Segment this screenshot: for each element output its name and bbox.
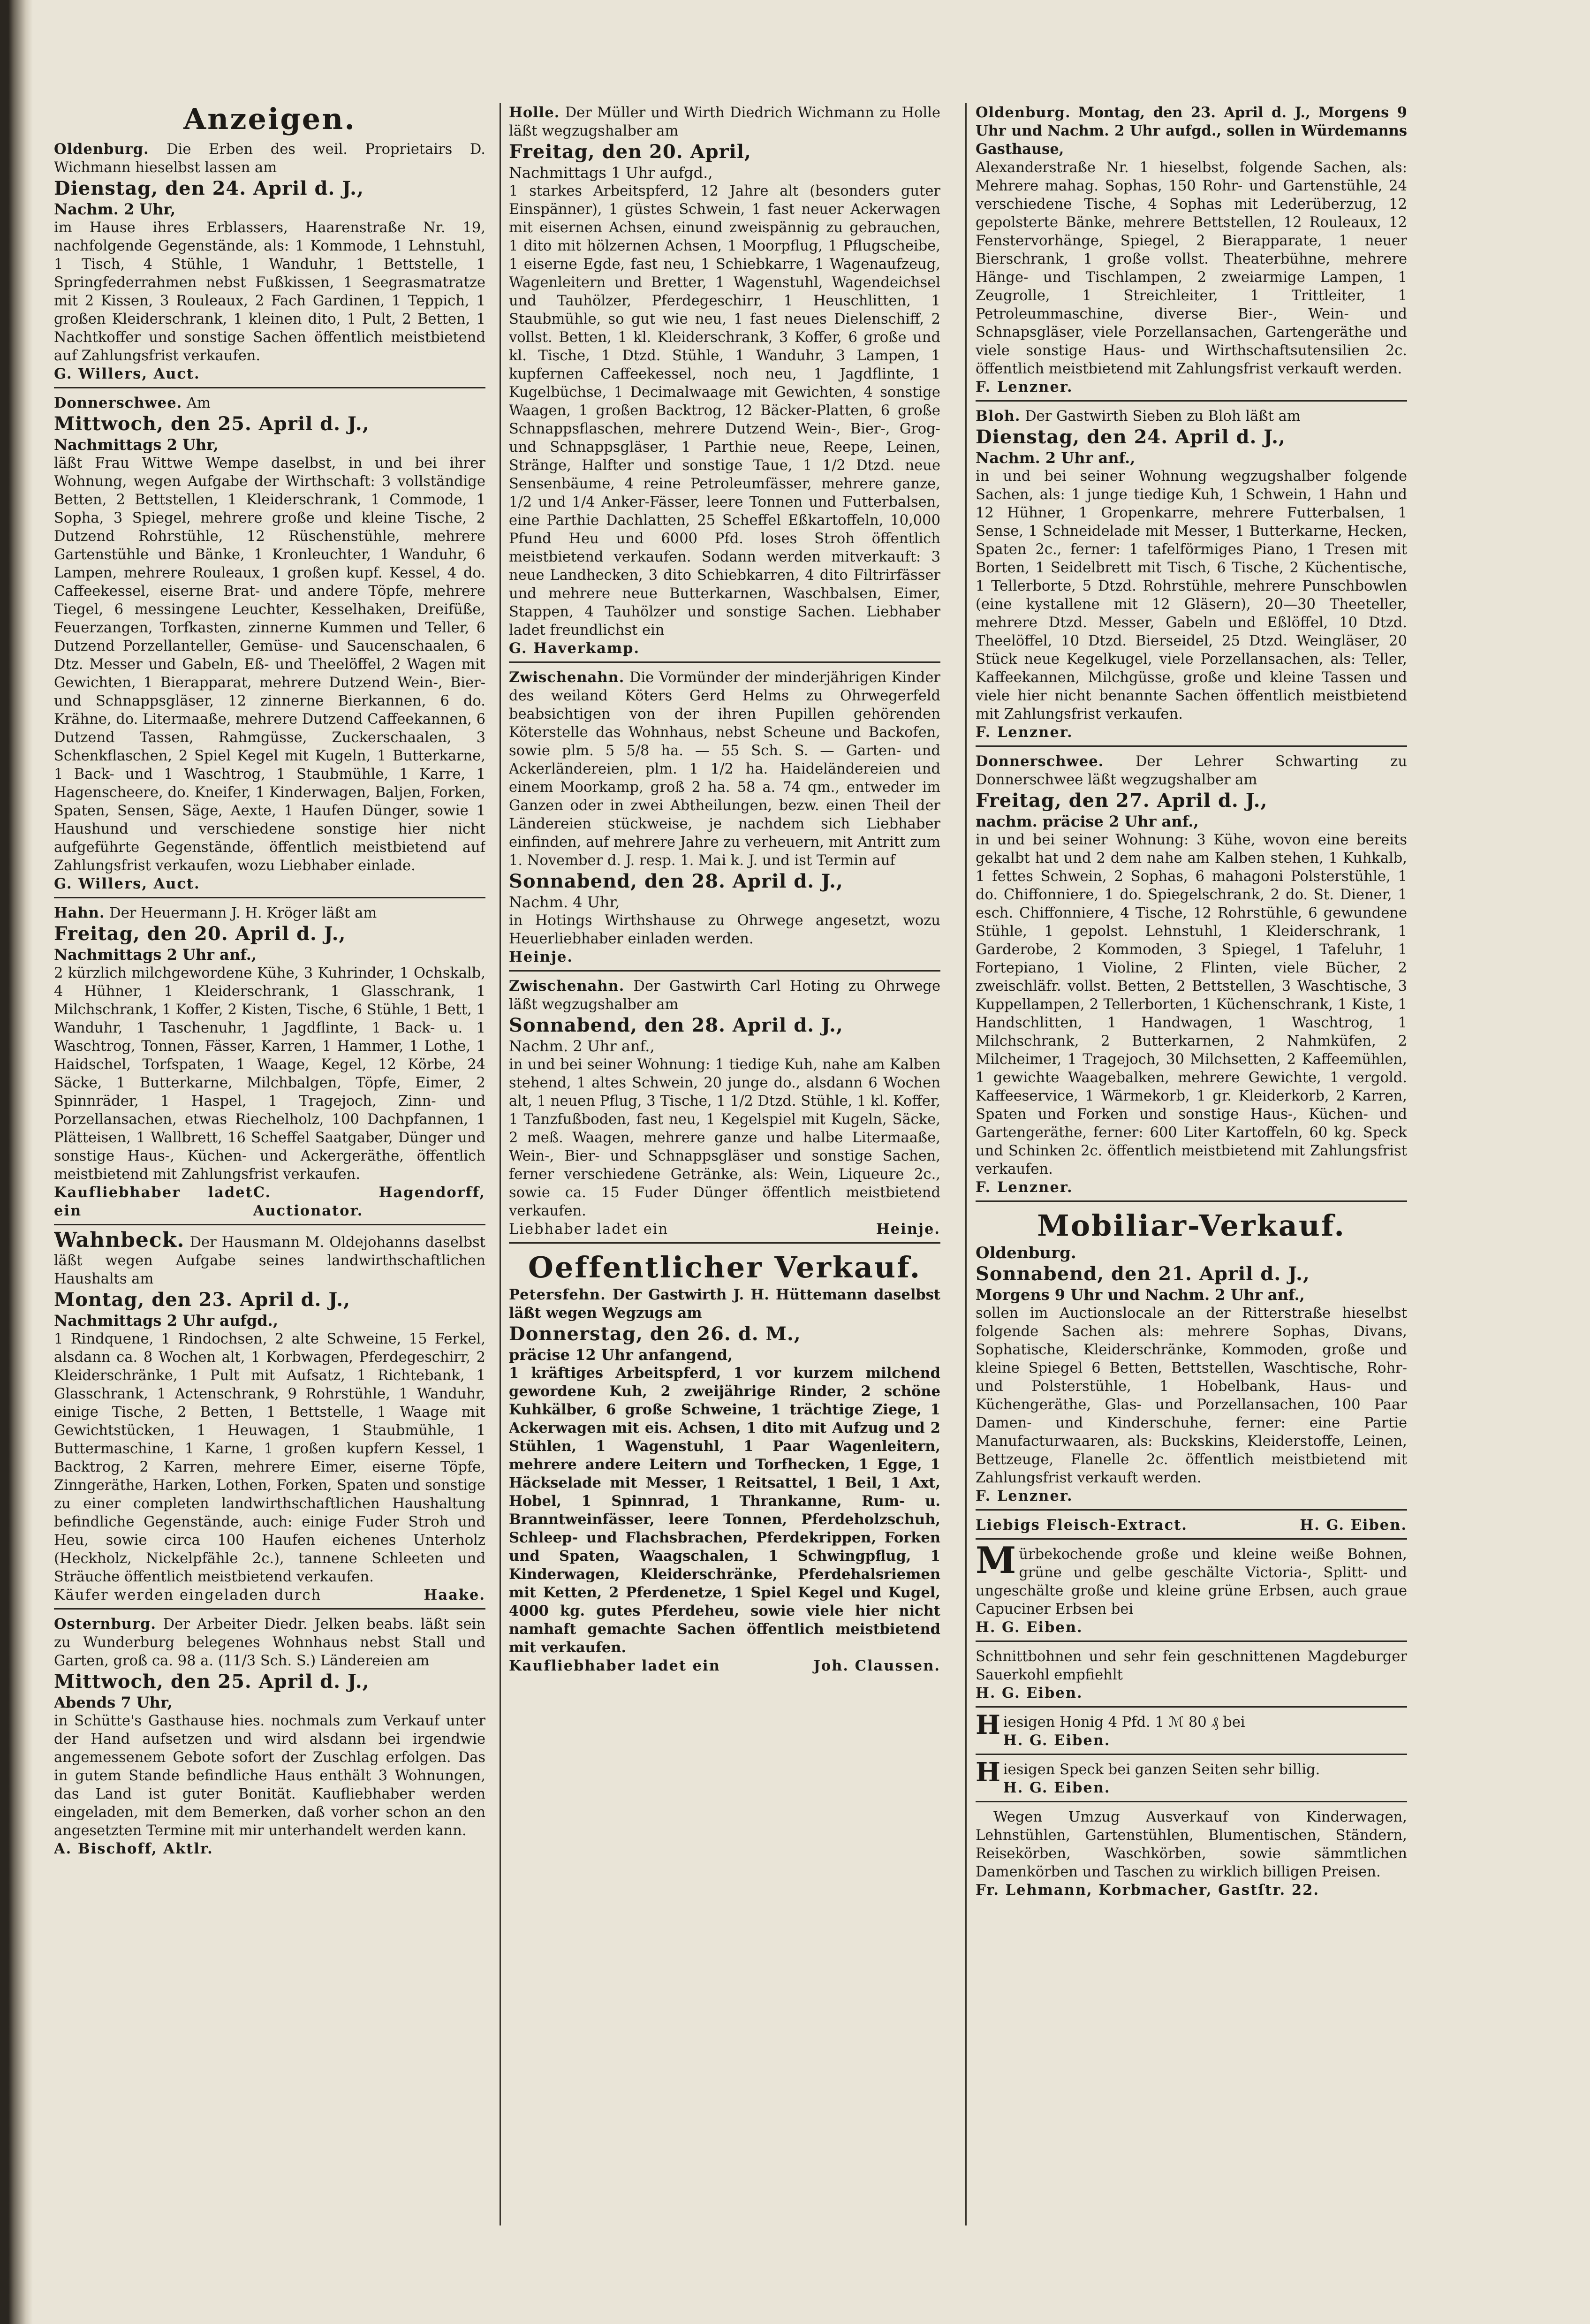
ad-date: Sonnabend, den 28. April d. J., bbox=[509, 870, 843, 892]
ad-body: Alexanderstraße Nr. 1 hieselbst, folgende Sachen, als: Mehrere mahag. Sophas, 150 Rohr- und Gartenstühle, 24 verschiedene Tische, 4 Sophas mit Lederüberzug, 12 gepolsterte Bänke, mehrere Bettstellen, 12 Rouleaux, 12 Fenstervorhänge, Spiegel, 2 Bierapparate, 1 neuer Bierschrank, 1 große vollst. Theaterbühne, mehrere Hänge- und Tischlampen, 2 zweiarmige Lampen, 1 Zeugrolle, 1 Streichleiter, 1 Trittleiter, 1 Petroleummaschine, diverse Bier-, Wein- und Schnapsgläser, viele Porzellansachen, Gartengeräthe und viele sonstige Haus- und Wirthschaftsutensilien 2c. öffentlich meistbietend mit Zahlungsfrist verkauft werden. bbox=[976, 159, 1407, 377]
ad-body: iesigen Honig 4 Pfd. 1 ℳ 80 ₰ bei bbox=[1003, 1714, 1245, 1731]
ad-invitation: Kaufliebhaber ladet ein bbox=[54, 1184, 253, 1219]
ad-intro: Der Arbeiter Diedr. Jelken beabs. läßt sein zu Wunderburg belegenes Wohnhaus nebst Stall und Garten, groß ca. 98 a. (11/3 Sch. S.) Ländereien am bbox=[54, 1616, 485, 1669]
ad-signature: G. Haverkamp. bbox=[509, 640, 640, 657]
ad-signature: C. Hagendorff, Auctionator. bbox=[253, 1184, 485, 1219]
ad-drop-initial: M bbox=[976, 1539, 1016, 1582]
column-1 bbox=[54, 101, 485, 2230]
ad-date: Sonnabend, den 21. April d. J., bbox=[976, 1263, 1310, 1285]
ad-date: Donnerstag, den 26. d. M., bbox=[509, 1323, 801, 1345]
ad-signature: A. Bischoff, Aktlr. bbox=[54, 1840, 213, 1857]
advertisement bbox=[976, 1513, 1407, 1540]
ad-date: Freitag, den 20. April d. J., bbox=[54, 923, 346, 945]
ad-intro: Der Gastwirth Sieben zu Bloh läßt am bbox=[1025, 408, 1301, 425]
advertisement bbox=[976, 1645, 1407, 1708]
ad-signature: F. Lenzner. bbox=[976, 1488, 1073, 1504]
ad-drop-initial: H bbox=[976, 1709, 1000, 1740]
ad-invitation: Kaufliebhaber ladet ein bbox=[509, 1657, 720, 1674]
ad-time: Nachmittags 2 Uhr anf., bbox=[54, 946, 257, 964]
ad-drop-initial: H bbox=[976, 1757, 1000, 1788]
ad-body: sollen im Auctionslocale an der Ritterstraße hieselbst folgende Sachen als: mehrere Sophas, Divans, Sophatische, Kleiderschränke, Kommoden, große und kleine Spiegel 6 Betten, Bettstellen, Waschtische, Rohr- und Polsterstühle, 1 Hobelbank, Haus- und Küchengeräthe, Glas- und Porzellansachen, 100 Paar Damen- und Kinderschuhe, ferner: eine Partie Manufacturwaaren, als: Buckskins, Kleiderstoffe, Leinen, Bettzeuge, Flanelle 2c. öffentlich meistbietend mit Zahlungsfrist verkauft werden. bbox=[976, 1305, 1407, 1486]
ad-place: Petersfehn. bbox=[509, 1286, 606, 1303]
ad-date: Sonnabend, den 28. April d. J., bbox=[509, 1014, 843, 1036]
ad-place: Zwischenahn. bbox=[509, 669, 625, 686]
advertisement bbox=[54, 391, 485, 898]
ad-date: Mittwoch, den 25. April d. J., bbox=[54, 413, 370, 435]
ad-body: in Hotings Wirthshause zu Ohrwege angesetzt, wozu Heuerliebhaber einladen werden. bbox=[509, 912, 940, 947]
advertisement bbox=[54, 901, 485, 1225]
ad-signature: F. Lenzner. bbox=[976, 379, 1073, 395]
ad-intro: Montag, den 23. April d. J., Morgens 9 Uhr und Nachm. 2 Uhr aufgd., sollen in Würdemanns Gasthause, bbox=[976, 104, 1407, 158]
ad-intro: Der Gastwirth Carl Hoting zu Ohrwege läßt wegzugshalber am bbox=[509, 978, 940, 1013]
ad-invitation: Käufer werden eingeladen durch bbox=[54, 1587, 322, 1603]
ad-intro: Die Erben des weil. Proprietairs D. Wichmann hieselbst lassen am bbox=[54, 141, 485, 176]
ad-body: 1 Rindquene, 1 Rindochsen, 2 alte Schweine, 15 Ferkel, alsdann ca. 8 Wochen alt, 1 Korbwagen, Pferdegeschirr, 2 Kleiderschränke, 1 Pult mit Aufsatz, 1 Richtebank, 1 Glasschrank, 1 Actenschrank, 9 Rohrstühle, 1 Wanduhr, einige Tische, 2 Betten, 1 Bettstelle, 1 Waage mit Gewichtstücken, 1 Heuwagen, 1 Staubmühle, 1 Buttermaschine, 1 Karne, 1 großen kupfern Kessel, 1 Backtrog, 2 Karren, mehrere Eimer, eiserne Töpfe, Zinngeräthe, Harken, Lothen, Forken, Spaten und sonstige zu einer completen landwirthschaftlichen Haushaltung befindliche Gegenstände, auch: einige Fuder Stroh und Heu, sowie circa 100 Haufen eichenes Unterholz (Heckholz, Nickelpfähle 2c.), tannene Schleeten und Sträuche öffentlich meistbietend verkaufen. bbox=[54, 1331, 485, 1585]
ad-intro: Die Vormünder der minderjährigen Kinder des weiland Köters Gerd Helms zu Ohrwegerfeld beabsichtigen von der ihren Pupillen gehörenden Köterstelle das Wohnhaus, nebst Scheune und Backofen, sowie plm. 5 5/8 ha. — 55 Sch. S. — Garten- und Ackerländereien, plm. 1 1/2 ha. Haideländereien und einem Moorkamp, groß 2 ha. 58 a. 74 qm., entweder im Ganzen oder in zwei Abtheilungen, bezw. einen Theil der Ländereien stückweise, je nachdem sich Liebhaber einfinden, auf mehrere Jahre zu verheuern, mit Antritt zum 1. November d. J. resp. 1. Mai k. J. und ist Termin auf bbox=[509, 669, 940, 869]
ad-intro: Am bbox=[186, 395, 211, 411]
ad-time: Nachmittags 2 Uhr, bbox=[54, 436, 219, 454]
ad-signature: H. G. Eiben. bbox=[1003, 1779, 1111, 1796]
column-divider bbox=[500, 103, 501, 2225]
ad-body: 1 starkes Arbeitspferd, 12 Jahre alt (besonders guter Einspänner), 1 güstes Schwein, 1 fast neuer Ackerwagen mit eisernen Achsen, einund zweispännig zu gebrauchen, 1 dito mit hölzernen Achsen, 1 Moorpflug, 1 Pflugscheibe, 1 eiserne Egde, fast neu, 1 Schiebkarre, 1 Wagenaufzeug, Wagenleitern und Bretter, 1 Wagenstuhl, Wagendeichsel und Tauhölzer, Pferdegeschirr, 1 Heuschlitten, 1 Staubmühle, so gut wie neu, 1 fast neues Dielenschiff, 2 vollst. Betten, 1 kl. Kleiderschrank, 3 Koffer, 6 große und kl. Tische, 1 Dtzd. Stühle, 1 Wanduhr, 3 Lampen, 1 kupfernen Caffeekessel, noch neu, 1 Jagdflinte, 1 Kugelbüchse, 1 Decimalwaage mit Gewichten, 4 sonstige Waagen, 1 großen Backtrog, 12 Bäcker-Platten, 6 große Schnappsflaschen, mehrere Dutzend Wein-, Bier-, Grog- und Schnappsgläser, 1 Parthie neue, Reepe, Leinen, Stränge, Halfter und sonstige Taue, 1 1/2 Dtzd. neue Sensenbäume, 4 reine Petroleumfässer, mehrere ganze, 1/2 und 1/4 Anker-Fässer, leere Tonnen und Futterbalsen, eine Parthie Dachlatten, 25 Scheffel Eßkartoffeln, 10,000 Pfund Heu und 6000 Pfd. loses Stroh öffentlich meistbietend verkaufen. Sodann werden mitverkauft: 3 neue Landhecken, 3 dito Schiebkarren, 4 dito Filtrirfässer und mehrere neue Butterkarnen, Waschbalsen, Eimer, Stappen, 4 Tauhölzer und sonstige Sachen. Liebhaber ladet freundlichst ein bbox=[509, 183, 940, 638]
ad-signature: Fr. Lehmann, Korbmacher, Gastſtr. 22. bbox=[976, 1882, 1319, 1899]
advertisement bbox=[976, 1710, 1407, 1755]
ad-place: Oldenburg. bbox=[976, 1244, 1076, 1262]
ad-time: Nachm. 2 Uhr, bbox=[54, 200, 176, 218]
ad-body: 2 kürzlich milchgewordene Kühe, 3 Kuhrinder, 1 Ochskalb, 4 Hühner, 1 Kleiderschrank, 1 Glasschrank, 1 Milchschrank, 1 Koffer, 2 Kisten, Tische, 6 Stühle, 1 Bett, 1 Wanduhr, 1 Taschenuhr, 1 Jagdflinte, 1 Back- u. 1 Waschtrog, Tonnen, Fässer, Karren, 1 Hammer, 1 Lothe, 1 Haidschel, Torfspaten, 1 Waage, Kegel, 12 Körbe, 24 Säcke, 1 Butterkarne, Milchbalgen, Töpfe, Eimer, 2 Spinnräder, 1 Haspel, 1 Tragejoch, Zinn- und Porzellansachen, etwas Riechelholz, 100 Dachpfannen, 1 Plätteisen, 1 Wallbrett, 16 Scheffel Saatgaber, Dünger und sonstige Haus-, Küchen- und Ackergeräthe, öffentlich meistbietend mit Zahlungsfrist verkaufen. bbox=[54, 965, 485, 1183]
ad-time: Nachmittags 1 Uhr aufgd., bbox=[509, 164, 713, 182]
ad-time: nachm. präcise 2 Uhr anf., bbox=[976, 813, 1199, 830]
ad-time: Nachmittags 2 Uhr aufgd., bbox=[54, 1312, 278, 1329]
ad-title: Liebigs Fleisch-Extract. bbox=[976, 1517, 1188, 1534]
advertisement bbox=[976, 1758, 1407, 1802]
ad-body: iesigen Speck bei ganzen Seiten sehr billig. bbox=[1003, 1762, 1320, 1778]
ad-date: Freitag, den 27. April d. J., bbox=[976, 790, 1268, 812]
ad-body: in und bei seiner Wohnung: 3 Kühe, wovon eine bereits gekalbt hat und 2 dem nahe am Kalben stehen, 1 Kuhkalb, 1 fettes Schwein, 2 Sophas, 6 mahagoni Polsterstühle, 1 do. Chiffonniere, 1 do. Spiegelschrank, 2 do. St. Diener, 1 esch. Chiffonniere, 4 Tische, 12 Rohrstühle, 6 gewundene Stühle, 1 gepolst. Lehnstuhl, 1 Kleiderschrank, 1 Garderobe, 2 Kommoden, 3 Spiegel, 1 Tafeluhr, 1 Fortepiano, 1 Violine, 2 Flinten, viele Bücher, 2 zweischläfr. vollst. Betten, 2 Bettstellen, 3 Waschtische, 3 Kuppellampen, 2 Tellerborten, 1 Küchenschrank, 1 Kiste, 1 Handschlitten, 1 Handwagen, 1 Waschtrog, 1 Milchschrank, 2 Butterkarnen, 2 Nahmküfen, 2 Milcheimer, 1 Tragejoch, 30 Milchsetten, 2 Kaffeemühlen, 1 gewichte Waagebalken, mehrere Gewichte, 1 vergold. Kaffeeservice, 1 Wärmekorb, 1 gr. Kleiderkorb, 2 Karren, Spaten und Forken und sonstige Haus-, Küchen- und Gartengeräthe, ferner: 600 Liter Kartoffeln, 60 kg. Speck und Schinken 2c. öffentlich meistbietend mit Zahlungsfrist verkaufen. bbox=[976, 832, 1407, 1177]
ad-place: Wahnbeck. bbox=[54, 1228, 185, 1252]
advertisement bbox=[509, 666, 940, 972]
ad-time: Nachm. 2 Uhr anf., bbox=[509, 1037, 655, 1055]
ad-body: Wegen Umzug Ausverkauf von Kinderwagen, Lehnstühlen, Gartenstühlen, Blumentischen, Ständern, Reisekörben, Waschkörben, sowie sämmtlichen Damenkörben und Taschen zu wirklich billigen Preisen. bbox=[976, 1809, 1407, 1880]
ad-place: Bloh. bbox=[976, 408, 1021, 425]
ad-place: Osternburg. bbox=[54, 1616, 156, 1633]
ad-body: 1 kräftiges Arbeitspferd, 1 vor kurzem milchend gewordene Kuh, 2 zweijährige Rinder, 2 schöne Kuhkälber, 6 große Schweine, 1 trächtige Ziege, 1 Ackerwagen mit eis. Achsen, 1 dito mit Aufzug und 2 Stühlen, 1 Wagenstuhl, 1 Paar Wagenleitern, mehrere andere Leitern und Torfhecken, 1 Egge, 1 Häckselade mit Messer, 1 Reitsattel, 1 Beil, 1 Axt, Hobel, 1 Spinnrad, 1 Thrankanne, Rum- u. Branntweinfässer, leere Tonnen, Pferdeholzschuh, Schleep- und Flachsbrachen, Pferdekrippen, Forken und Spaten, Waagschalen, 1 Schwingpflug, 1 Kinderwagen, Kleiderschränke, Pferdehalsriemen mit Ketten, 2 Pferdenetze, 1 Spiel Kegel und Kugel, 4000 kg. gutes Pferdeheu, sowie viele hier nicht namhaft gemachte Sachen öffentlich meistbietend mit verkaufen. bbox=[509, 1365, 940, 1656]
ad-date: Montag, den 23. April d. J., bbox=[54, 1289, 351, 1311]
column-2 bbox=[509, 101, 940, 2230]
ad-intro: Der Heuermann J. H. Kröger läßt am bbox=[109, 905, 377, 921]
ad-heading: Mobiliar-Verkauf. bbox=[1037, 1208, 1346, 1243]
advertisement bbox=[976, 750, 1407, 1202]
ad-date: Freitag, den 20. April, bbox=[509, 141, 751, 163]
ad-date: Dienstag, den 24. April d. J., bbox=[976, 426, 1286, 448]
page-binding-edge bbox=[0, 0, 33, 2324]
ad-time: Nachm. 4 Uhr, bbox=[509, 893, 620, 911]
advertisement bbox=[976, 1205, 1407, 1511]
ad-signature: H. G. Eiben. bbox=[1300, 1517, 1407, 1534]
ad-place: Donnerschwee. bbox=[54, 395, 182, 411]
advertisement bbox=[509, 1246, 940, 1679]
ad-date: Mittwoch, den 25. April d. J., bbox=[54, 1671, 370, 1693]
ad-intro: Der Gastwirth J. H. Hüttemann daselbst läßt wegen Wegzugs am bbox=[509, 1286, 940, 1321]
ad-signature: H. G. Eiben. bbox=[976, 1619, 1083, 1636]
column-3 bbox=[976, 101, 1407, 2230]
advertisement bbox=[976, 101, 1407, 402]
ad-body: ürbekochende große und kleine weiße Bohnen, grüne und gelbe geschälte Victoria-, Splitt- und ungeschälte große und kleine grüne Erbsen, auch graue Capuciner Erbsen bei bbox=[976, 1546, 1407, 1618]
ad-date: Dienstag, den 24. April d. J., bbox=[54, 177, 364, 199]
advertisement bbox=[54, 1612, 485, 1862]
ad-place: Hahn. bbox=[54, 904, 105, 921]
ad-signature: Heinje. bbox=[876, 1221, 940, 1238]
ad-time: präcise 12 Uhr anfangend, bbox=[509, 1346, 733, 1364]
ad-signature: H. G. Eiben. bbox=[976, 1685, 1083, 1701]
ad-signature: Haake. bbox=[424, 1587, 485, 1603]
ad-intro: Der Hausmann M. Oldejohanns daselbst läßt wegen Aufgabe seines landwirthschaftlichen Haushalts am bbox=[54, 1234, 485, 1287]
ad-body: im Hause ihres Erblassers, Haarenstraße Nr. 19, nachfolgende Gegenstände, als: 1 Kommode, 1 Lehnstuhl, 1 Tisch, 4 Stühle, 1 Wanduhr, 1 Bettstelle, 1 Springfederrahmen nebst Fußkissen, 1 Seegrasmatratze mit 2 Kissen, 3 Rouleaux, 2 Fach Gardinen, 1 Teppich, 1 großen Kleiderschrank, 1 kleinen dito, 1 Pult, 2 Betten, 1 Nachtkoffer und sonstige Sachen öffentlich meistbietend auf Zahlungsfrist verkaufen. bbox=[54, 220, 485, 364]
ad-body: Schnittbohnen und sehr fein geschnittenen Magdeburger Sauerkohl empfiehlt bbox=[976, 1648, 1407, 1683]
ad-place: Oldenburg. bbox=[976, 104, 1071, 121]
ad-signature: G. Willers, Auct. bbox=[54, 365, 200, 382]
column-divider bbox=[965, 103, 967, 2225]
advertisement bbox=[509, 101, 940, 663]
ad-signature: H. G. Eiben. bbox=[1003, 1732, 1111, 1749]
ad-place: Zwischenahn. bbox=[509, 978, 625, 995]
ad-body: in und bei seiner Wohnung: 1 tiedige Kuh, nahe am Kalben stehend, 1 altes Schwein, 20 junge do., alsdann 6 Wochen alt, 1 neuen Pflug, 3 Tische, 1 1/2 Dtzd. Stühle, 1 kl. Koffer, 1 Tanzfußboden, fast neu, 1 Kegelspiel mit Kugeln, Säcke, 2 meß. Waagen, mehrere ganze und halbe Litermaaße, Wein-, Bier- und Schnappsgläser und sonstige Sachen, ferner verschiedene Getränke, als: Wein, Liqueure 2c., sowie ca. 15 Fuder Dünger öffentlich meistbietend verkaufen. bbox=[509, 1056, 940, 1219]
section-heading: Anzeigen. bbox=[183, 102, 356, 136]
ad-signature: F. Lenzner. bbox=[976, 724, 1073, 741]
ad-time: Abends 7 Uhr, bbox=[54, 1694, 173, 1711]
ad-body: in und bei seiner Wohnung wegzugshalber folgende Sachen, als: 1 junge tiedige Kuh, 1 Schwein, 1 Hahn und 12 Hühner, 1 Gropenkarre, mehrere Futterbalsen, 1 Sense, 1 Schneidelade mit Messer, 1 Butterkarne, Hecken, Spaten 2c., ferner: 1 tafelförmiges Piano, 1 Tresen mit Borten, 1 Seidelbrett mit Tisch, 6 Tische, 2 Küchentische, 1 Tellerborte, 5 Dtzd. Rohrstühle, mehrere Punschbowlen (eine kystallene mit 12 Gläsern), 20—30 Theeteller, mehrere Dtzd. Messer, Gabeln und Eßlöffel, 10 Dtzd. Theelöffel, 10 Dtzd. Bierseidel, 25 Dtzd. Weingläser, 20 Stück neue Kegelkugel, viele Porzellansachen, als: Teller, Kaffeekannen, Milchgüsse, große und kleine Tassen und viele hier nicht benannte Sachen öffentlich meistbietend mit Zahlungsfrist verkaufen. bbox=[976, 468, 1407, 722]
ad-place: Oldenburg. bbox=[54, 141, 149, 158]
ad-heading: Oeffentlicher Verkauf. bbox=[528, 1250, 922, 1284]
advertisement bbox=[976, 1805, 1407, 1903]
ad-intro: Der Lehrer Schwarting zu Donnerschwee läßt wegzugshalber am bbox=[976, 753, 1407, 788]
ad-signature: Heinje. bbox=[509, 949, 574, 965]
advertisement bbox=[976, 1539, 1407, 1642]
ad-signature: Joh. Claussen. bbox=[813, 1657, 940, 1674]
ad-body: läßt Frau Wittwe Wempe daselbst, in und bei ihrer Wohnung, wegen Aufgabe der Wirthschaft: 3 vollständige Betten, 2 Bettstellen, 1 Kleiderschrank, 1 Commode, 1 Sopha, 3 Spiegel, mehrere große und kleine Tische, 2 Dutzend Rohrstühle, 12 Rüschenstühle, mehrere Gartenstühle und Bänke, 1 Kronleuchter, 1 Wanduhr, 6 Lampen, mehrere Rouleaux, 1 großen kupf. Kessel, 4 do. Caffeekessel, eiserne Brat- und andere Töpfe, mehrere Tiegel, 6 messingene Leuchter, Kesselhaken, Dreifüße, Feuerzangen, Torfkasten, zinnerne Kummen und Teller, 6 Dutzend Porzellanteller, Gemüse- und Saucenschaalen, 6 Dtz. Messer und Gabeln, Eß- und Theelöffel, 2 Wagen mit Gewichten, 1 Bierapparat, mehrere Dutzend Wein-, Bier- und Schnappsgläser, 12 zinnerne Bierkannen, 6 do. Krähne, do. Litermaaße, mehrere Dutzend Caffeekannen, 6 Dutzend Tassen, Rahmgüsse, Zuckerschaalen, 3 Schenkflaschen, 2 Spiel Kegel mit Kugeln, 1 Butterkarne, 1 Back- und 1 Waschtrog, 1 Staubmühle, 1 Karre, 1 Hagenscheere, do. Kneifer, 1 Kinderwagen, Baljen, Forken, Spaten, Sensen, Säge, Aexte, 1 Haufen Dünger, sowie 1 Haushund und verschiedene sonstige hier nicht aufgeführte Gegenstände, öffentlich meistbietend auf Zahlungsfrist verkaufen, wozu Liebhaber einlade. bbox=[54, 455, 485, 874]
ad-invitation: Liebhaber ladet ein bbox=[509, 1221, 669, 1238]
ad-body: in Schütte's Gasthause hies. nochmals zum Verkauf unter der Hand aufsetzen und wird alsdann bei irgendwie angemessenem Gebote sofort der Zuschlag erfolgen. Das in gutem Stande befindliche Haus enthält 3 Wohnungen, das Land ist guter Bonität. Kaufliebhaber werden eingeladen, mit dem Bemerken, daß vorher schon an den angesetzten Termine mit mir unterhandelt werden kann. bbox=[54, 1713, 485, 1839]
ad-time: Nachm. 2 Uhr anf., bbox=[976, 449, 1136, 467]
ad-intro: Der Müller und Wirth Diedrich Wichmann zu Holle läßt wegzugshalber am bbox=[509, 105, 940, 139]
ad-place: Holle. bbox=[509, 104, 560, 121]
advertisement bbox=[976, 404, 1407, 747]
ad-signature: G. Willers, Auct. bbox=[54, 875, 200, 892]
ad-signature: F. Lenzner. bbox=[976, 1179, 1073, 1196]
ad-place: Donnerschwee. bbox=[976, 753, 1104, 770]
ad-time: Morgens 9 Uhr und Nachm. 2 Uhr anf., bbox=[976, 1286, 1305, 1304]
advertisement bbox=[54, 1228, 485, 1610]
advertisement bbox=[54, 137, 485, 388]
advertisement bbox=[509, 974, 940, 1244]
